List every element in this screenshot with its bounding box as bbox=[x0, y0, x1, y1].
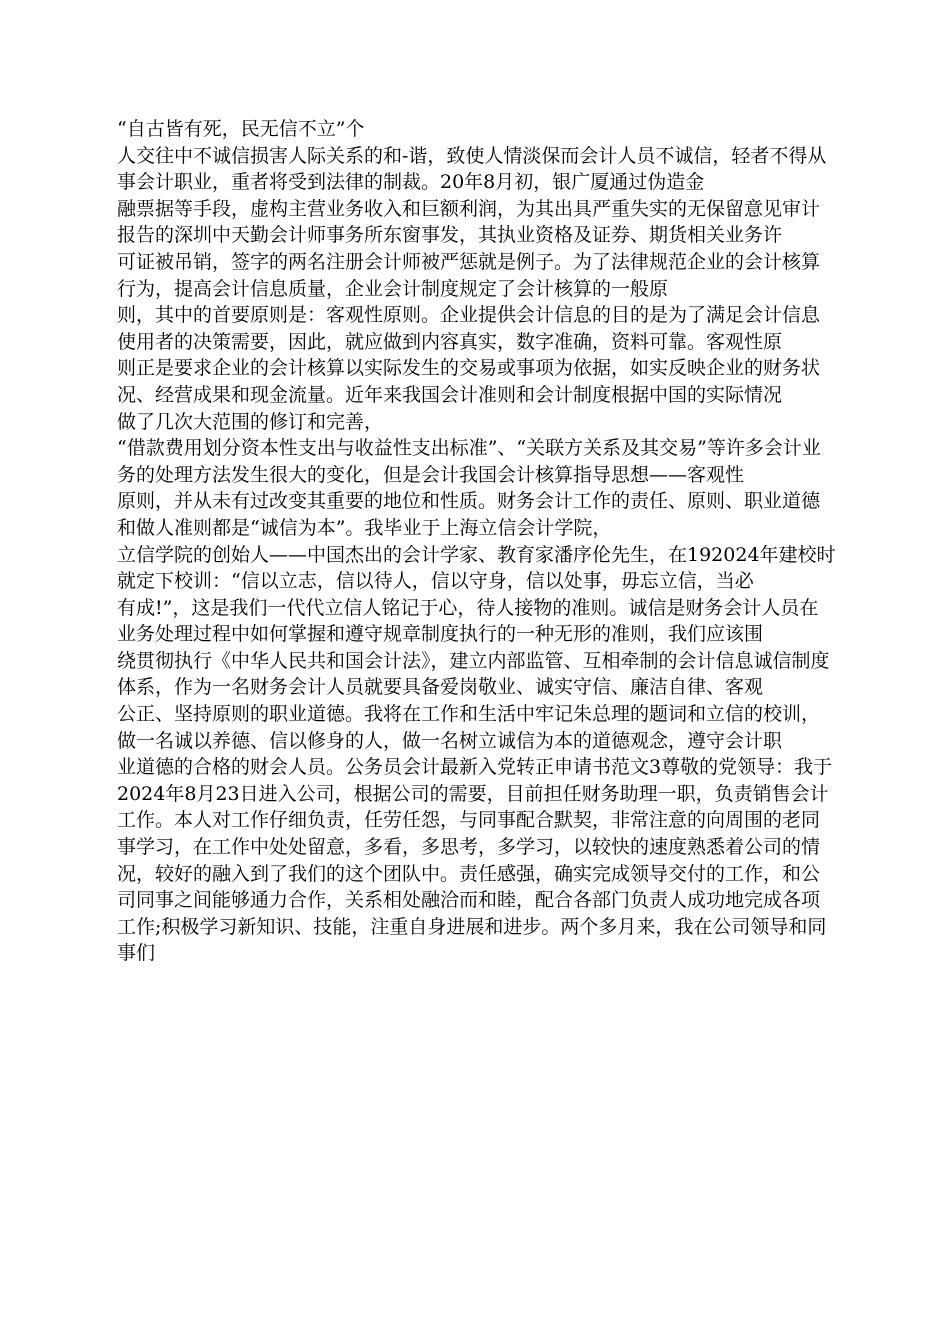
paragraph-5: 则，其中的首要原则是：客观性原则。企业提供会计信息的目的是为了满足会计信息使用者的决策需要，因此，就应做到内容真实，数字准确，资料可靠。客观性原 bbox=[117, 304, 821, 353]
paragraph-13: 公正、坚持原则的职业道德。我将在工作和生活中牢记朱总理的题词和立信的校训，做一名诚以养德、信以修身的人，做一名树立诚信为本的道德观念，遵守会计职 bbox=[117, 703, 821, 752]
paragraph-4: 可证被吊销，签字的两名注册会计师被严惩就是例子。为了法律规范企业的会计核算行为，提高会计信息质量，企业会计制度规定了会计核算的一般原 bbox=[117, 250, 821, 300]
paragraph-10: 立信学院的创始人——中国杰出的会计学家、教育家潘序伦先生，在192024年建校时就定下校训：“信以立志，信以待人，信以守身，信以处事，毋忘立信，当必 bbox=[117, 543, 836, 593]
paragraph-7: 做了几次大范围的修订和完善， bbox=[117, 410, 384, 433]
paragraph-1: “自古皆有死，民无信不立”个 bbox=[117, 118, 365, 140]
paragraph-14: 业道德的合格的财会人员。公务员会计最新入党转正申请书范文3尊敬的党领导：我于2024年8月23日进入公司，根据公司的需要，目前担任财务助理一职，负责销售会计工作。本人对工作仔细负责，任劳任怨，与同事配合默契，非常注意的向周围的老同事学习，在工作中处处留意，多看，多思考，多学习，以较快的速度熟悉着公司的情况，较好的融入到了我们的这个团队中。责任感强，确实完成领导交付的工作，和公司同事之间能够通力合作，关系相处融洽而和睦，配合各部门负责人成功地完成各项工作;积极学习新知识、技能，注重自身进展和进步。两个多月来，我在公司领导和同事们 bbox=[117, 756, 833, 965]
paragraph-9: 原则，并从未有过改变其重要的地位和性质。财务会计工作的责任、原则、职业道德和做人准则都是“诚信为本”。我毕业于上海立信会计学院， bbox=[117, 490, 821, 539]
document-body bbox=[117, 116, 837, 967]
paragraph-6: 则正是要求企业的会计核算以实际发生的交易或事项为依据，如实反映企业的财务状况、经营成果和现金流量。近年来我国会计准则和会计制度根据中国的实际情况 bbox=[117, 357, 821, 406]
paragraph-3: 融票据等手段，虚构主营业务收入和巨额利润，为其出具严重失实的无保留意见审计报告的深圳中天勤会计师事务所东窗事发，其执业资格及证券、期货相关业务许 bbox=[117, 197, 821, 247]
paragraph-11: 有成!”，这是我们一代代立信人铭记于心，待人接物的准则。诚信是财务会计人员在业务处理过程中如何掌握和遵守规章制度执行的一种无形的准则，我们应该围 bbox=[117, 596, 819, 646]
paragraph-8: “借款费用划分资本性支出与收益性支出标准”、“关联方关系及其交易”等许多会计业务的处理方法发生很大的变化，但是会计我国会计核算指导思想——客观性 bbox=[117, 437, 821, 486]
paragraph-12: 绕贯彻执行《中华人民共和国会计法》，建立内部监管、互相牵制的会计信息诚信制度体系，作为一名财务会计人员就要具备爱岗敬业、诚实守信、廉洁自律、客观 bbox=[117, 649, 830, 699]
paragraph-2: 人交往中不诚信损害人际关系的和-谐，致使人情淡保而会计人员不诚信，轻者不得从事会计职业，重者将受到法律的制裁。20年8月初，银广厦通过伪造金 bbox=[117, 144, 827, 194]
